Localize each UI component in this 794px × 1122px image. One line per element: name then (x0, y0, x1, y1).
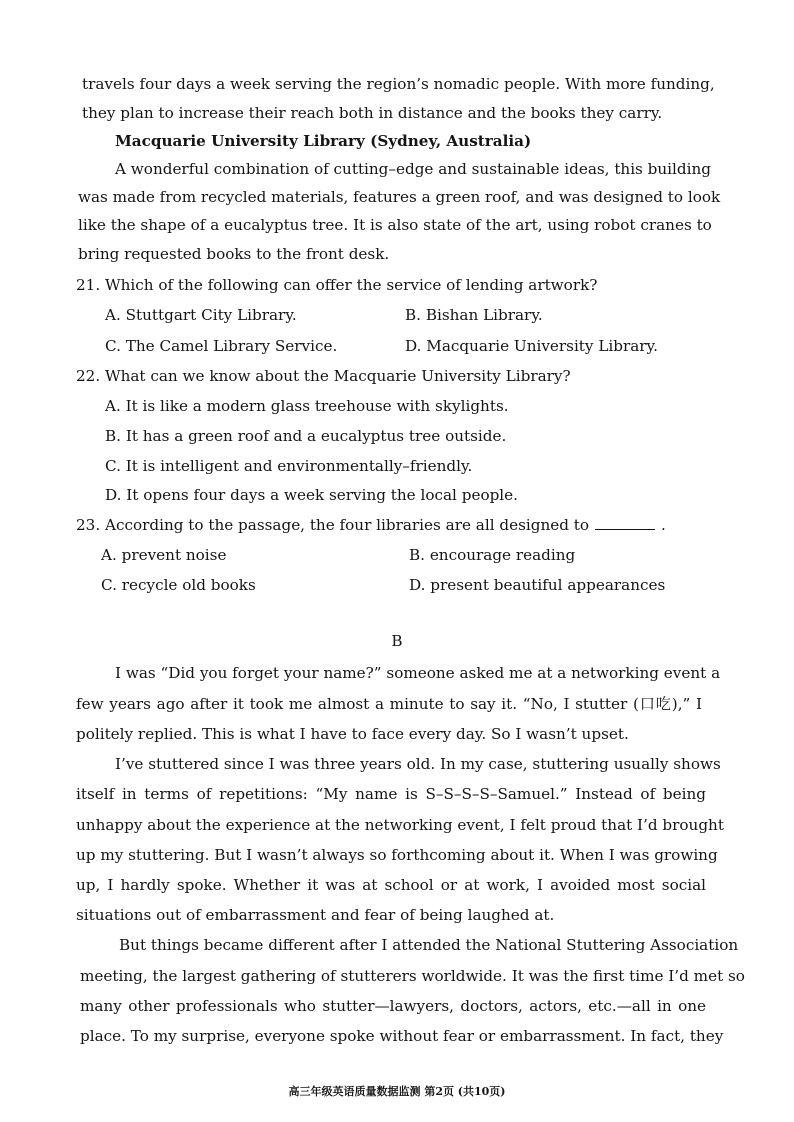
option-c: C. The Camel Library Service. (105, 337, 338, 355)
paragraph-line: up my stuttering. But I wasn’t always so forthcoming about it. When I was growing (76, 846, 718, 864)
paragraph-line: bring requested books to the front desk. (78, 245, 390, 263)
option-d: D. It opens four days a week serving the local people. (105, 486, 518, 504)
option-c: C. recycle old books (101, 576, 256, 594)
paragraph-line: up, I hardly spoke. Whether it was at school or at work, I avoided most social (76, 876, 706, 894)
paragraph-line: But things became different after I attended the National Stuttering Association (119, 936, 739, 954)
paragraph-line: they plan to increase their reach both in distance and the books they carry. (82, 104, 663, 122)
paragraph-line: unhappy about the experience at the networking event, I felt proud that I’d brought (76, 816, 724, 834)
section-label: B (391, 632, 403, 650)
answer-blank (595, 516, 655, 530)
library-heading: Macquarie University Library (Sydney, Australia) (115, 132, 532, 150)
paragraph-line: politely replied. This is what I have to face every day. So I wasn’t upset. (76, 725, 629, 743)
paragraph-line: I’ve stuttered since I was three years old. In my case, stuttering usually shows (115, 755, 721, 773)
option-a: A. It is like a modern glass treehouse with skylights. (105, 397, 509, 415)
option-a: A. Stuttgart City Library. (105, 306, 297, 324)
question-stem-end: . (661, 516, 666, 534)
paragraph-line: itself in terms of repetitions: “My name is S–S–S–S–Samuel.” Instead of being (76, 785, 706, 803)
question-stem-text: 23. According to the passage, the four libraries are all designed to (76, 516, 590, 534)
question-stem: 22. What can we know about the Macquarie University Library? (76, 367, 571, 385)
paragraph-line: place. To my surprise, everyone spoke without fear or embarrassment. In fact, they (80, 1027, 724, 1045)
option-d: D. Macquarie University Library. (405, 337, 658, 355)
paragraph-line: A wonderful combination of cutting–edge and sustainable ideas, this building (115, 160, 711, 178)
option-b: B. Bishan Library. (405, 306, 543, 324)
paragraph-line: meeting, the largest gathering of stutterers worldwide. It was the first time I’d met so (80, 967, 745, 985)
option-b: B. It has a green roof and a eucalyptus tree outside. (105, 427, 507, 445)
paragraph-line: was made from recycled materials, features a green roof, and was designed to look (78, 188, 721, 206)
paragraph-line: many other professionals who stutter—lawyers, doctors, actors, etc.—all in one (80, 997, 706, 1015)
paragraph-line: situations out of embarrassment and fear of being laughed at. (76, 906, 555, 924)
page-footer: 高三年级英语质量数据监测 第2页 (共10页) (288, 1085, 506, 1098)
option-b: B. encourage reading (409, 546, 576, 564)
option-d: D. present beautiful appearances (409, 576, 666, 594)
paragraph-line: travels four days a week serving the region’s nomadic people. With more funding, (82, 75, 715, 93)
option-a: A. prevent noise (101, 546, 227, 564)
option-c: C. It is intelligent and environmentally–friendly. (105, 457, 473, 475)
paragraph-line: like the shape of a eucalyptus tree. It is also state of the art, using robot cranes to (78, 216, 712, 234)
question-stem (76, 515, 666, 535)
paragraph-line: I was “Did you forget your name?” someone asked me at a networking event a (115, 664, 721, 682)
question-stem: 21. Which of the following can offer the service of lending artwork? (76, 276, 598, 294)
paragraph-line: few years ago after it took me almost a minute to say it. “No, I stutter (口吃),” I (76, 695, 702, 713)
